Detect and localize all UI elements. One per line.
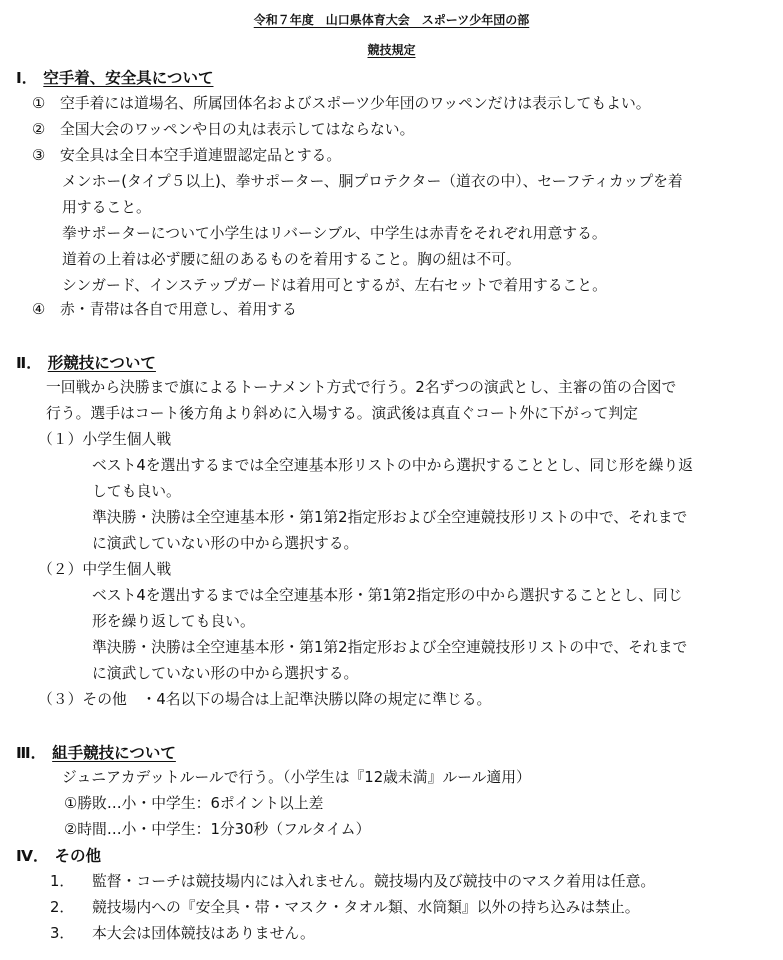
section2-intro-2: 行う。選手はコート後方角より斜めに入場する。演武後は真直ぐコート外に下がって判定 [46,405,638,422]
section2-elementary-heading: （１）小学生個人戦 [38,431,172,448]
section4-item-3: 3． 本大会は団体競技はありません。 [50,925,315,942]
document-title: 令和７年度 山口県体育大会 スポーツ少年団の部 [253,13,530,27]
section2-junior-line-3: 準決勝・決勝は全空連基本形・第1第2指定形および全空連競技形リストの中で、それまで [92,639,688,656]
section1-number: Ⅰ． [16,69,38,87]
section2-elementary-line-1: ベスト4を選出するまでは全空連基本形リストの中から選択することとし、同じ形を繰り返 [92,457,693,474]
section1-subline-1: メンホー(タイプ５以上)、拳サポーター、胴プロテクター（道衣の中）、セーフティカップを着 [62,173,683,190]
section3-title: 組手競技について [52,744,176,762]
section1-subline-5: シンガード、インステップガードは着用可とするが、左右セットで着用すること。 [62,277,607,294]
section1-subline-3: 拳サポーターについて小学生はリバーシブル、中学生は赤青をそれぞれ用意する。 [62,225,607,242]
section2-intro-1: 一回戦から決勝まで旗によるトーナメント方式で行う。2名ずつの演武とし、主審の笛の合図で [46,379,677,396]
section4-title: その他 [54,847,102,865]
section2-title: 形競技について [47,354,156,372]
section3-item-1: ①勝敗…小・中学生：6ポイント以上差 [64,795,324,812]
section3-heading [16,743,176,763]
section2-elementary-line-3: 準決勝・決勝は全空連基本形・第1第2指定形および全空連競技形リストの中で、それまで [92,509,688,526]
section2-elementary-line-2: しても良い。 [92,483,181,500]
section2-junior-line-2: 形を繰り返しても良い。 [92,613,255,630]
section4-number: Ⅳ． [16,847,49,865]
section1-subline-4: 道着の上着は必ず腰に紐のあるものを着用すること。胸の紐は不可。 [62,251,521,268]
section1-subline-2: 用すること。 [62,199,151,216]
section1-heading [16,68,213,88]
section2-elementary-line-4: に演武していない形の中から選択する。 [92,535,359,552]
section3-intro: ジュニアカデットルールで行う。（小学生は『12歳未満』ルール適用） [62,769,531,786]
section4-item-1: 1． 監督・コーチは競技場内には入れません。競技場内及び競技中のマスク着用は任意。 [50,873,656,890]
section4-heading [16,846,101,866]
section1-item-4: ④ 赤・青帯は各自で用意し、着用する [32,301,297,318]
section2-junior-heading: （２）中学生個人戦 [38,561,172,578]
section1-item-3: ③ 安全具は全日本空手道連盟認定品とする。 [32,147,342,164]
section2-other: （３）その他 ・4名以下の場合は上記準決勝以降の規定に準じる。 [38,691,492,708]
section2-junior-line-4: に演武していない形の中から選択する。 [92,665,359,682]
section2-number: Ⅱ． [16,354,42,372]
section4-item-2: 2． 競技場内への『安全具・帯・マスク・タオル類、水筒類』以外の持ち込みは禁止。 [50,899,640,916]
document-subtitle: 競技規定 [367,43,416,57]
section2-junior-line-1: ベスト4を選出するまでは全空連基本形・第1第2指定形の中から選択することとし、同じ [92,587,683,604]
section1-item-1: ① 空手着には道場名、所属団体名およびスポーツ少年団のワッペンだけは表示してもよい。 [32,95,651,112]
section1-item-2: ② 全国大会のワッペンや日の丸は表示してはならない。 [32,121,415,138]
section3-number: Ⅲ． [16,744,47,762]
section2-heading [16,353,156,373]
section3-item-2: ②時間…小・中学生：1分30秒（フルタイム） [64,821,371,838]
section1-title: 空手着、安全具について [43,69,214,87]
